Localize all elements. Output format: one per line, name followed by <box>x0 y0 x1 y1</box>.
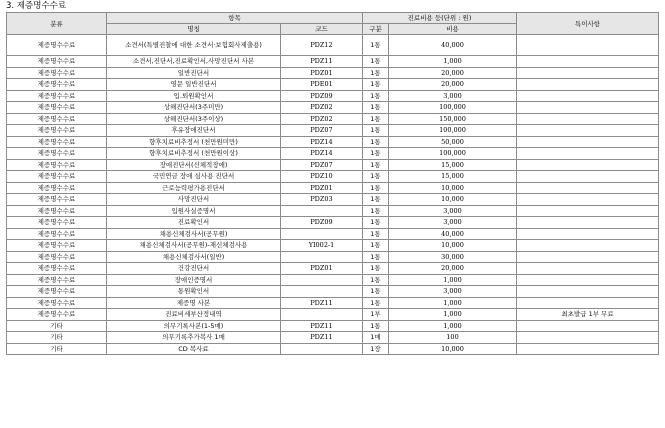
cell-category: 제증명수수료 <box>7 148 107 160</box>
table-row <box>7 194 659 206</box>
cell-note <box>517 286 659 298</box>
cell-code: YI002-1 <box>281 240 363 252</box>
cell-category: 제증명수수료 <box>7 125 107 137</box>
cell-price: 10,000 <box>389 343 517 355</box>
cell-category: 제증명수수료 <box>7 205 107 217</box>
table-row <box>7 343 659 355</box>
cell-price: 20,000 <box>389 67 517 79</box>
table-row <box>7 79 659 91</box>
cell-name: 의무기록사본(1-5매) <box>107 320 281 332</box>
table-row <box>7 102 659 114</box>
cell-name: 의무기록추가복사 1매 <box>107 332 281 344</box>
cell-category: 제증명수수료 <box>7 182 107 194</box>
cell-price: 40,000 <box>389 35 517 56</box>
cell-unit: 1통 <box>363 217 389 229</box>
cell-category: 기타 <box>7 343 107 355</box>
cell-category: 제증명수수료 <box>7 79 107 91</box>
cell-name: 소견서(특별진찰에 대한 소견서·보험회사제출용) <box>107 35 281 56</box>
cell-price: 15,000 <box>389 171 517 183</box>
cell-code <box>281 274 363 286</box>
cell-note <box>517 332 659 344</box>
table-row <box>7 240 659 252</box>
cell-code <box>281 251 363 263</box>
cell-unit: 1통 <box>363 136 389 148</box>
header-note: 특이사항 <box>517 13 659 35</box>
table-row <box>7 297 659 309</box>
cell-note <box>517 182 659 194</box>
cell-note <box>517 171 659 183</box>
cell-unit: 1통 <box>363 171 389 183</box>
cell-price: 100 <box>389 332 517 344</box>
cell-category: 제증명수수료 <box>7 56 107 68</box>
cell-code: PDZ14 <box>281 136 363 148</box>
table-row <box>7 90 659 102</box>
cell-price: 20,000 <box>389 79 517 91</box>
cell-unit: 1통 <box>363 274 389 286</box>
cell-name: 입원사실증명서 <box>107 205 281 217</box>
cell-price: 50,000 <box>389 136 517 148</box>
cell-name: 통원확인서 <box>107 286 281 298</box>
header-item-group: 항목 <box>107 13 363 24</box>
cell-code: PDZ02 <box>281 113 363 125</box>
cell-unit: 1통 <box>363 240 389 252</box>
cell-unit: 1통 <box>363 159 389 171</box>
cell-code: PDZ11 <box>281 320 363 332</box>
cell-price: 1,000 <box>389 56 517 68</box>
cell-unit: 1통 <box>363 148 389 160</box>
cell-code: PDZ01 <box>281 67 363 79</box>
cell-category: 제증명수수료 <box>7 90 107 102</box>
cell-name: 영문 일반진단서 <box>107 79 281 91</box>
cell-note <box>517 274 659 286</box>
table-row <box>7 125 659 137</box>
cell-unit: 1통 <box>363 228 389 240</box>
cell-code: PDZ07 <box>281 125 363 137</box>
cell-category: 제증명수수료 <box>7 171 107 183</box>
header-code: 코드 <box>281 24 363 35</box>
cell-unit: 1통 <box>363 56 389 68</box>
cell-code <box>281 205 363 217</box>
cell-code: PDZ01 <box>281 182 363 194</box>
cell-code: PDZ11 <box>281 297 363 309</box>
table-row <box>7 309 659 321</box>
cell-note <box>517 136 659 148</box>
cell-code: PDZ03 <box>281 194 363 206</box>
table-row <box>7 228 659 240</box>
cell-note <box>517 228 659 240</box>
table-row <box>7 263 659 275</box>
cell-category: 제증명수수료 <box>7 217 107 229</box>
cell-category: 제증명수수료 <box>7 194 107 206</box>
cell-code: PDZ11 <box>281 56 363 68</box>
cell-note <box>517 102 659 114</box>
cell-name: 사망진단서 <box>107 194 281 206</box>
cell-unit: 1통 <box>363 194 389 206</box>
cell-name: 장애인증명서 <box>107 274 281 286</box>
cell-note <box>517 320 659 332</box>
cell-name: CD 복사료 <box>107 343 281 355</box>
cell-category: 제증명수수료 <box>7 309 107 321</box>
table-row <box>7 251 659 263</box>
cell-name: 채용신체검사서(공무원) <box>107 228 281 240</box>
table-row <box>7 148 659 160</box>
cell-unit: 1통 <box>363 205 389 217</box>
cell-name: 제증명 사본 <box>107 297 281 309</box>
cell-name: 일반진단서 <box>107 67 281 79</box>
cell-name: 진료비세부산정내역 <box>107 309 281 321</box>
cell-note <box>517 125 659 137</box>
cell-code: PDZ01 <box>281 263 363 275</box>
cell-note <box>517 90 659 102</box>
cell-code: PDZ12 <box>281 35 363 56</box>
cell-price: 30,000 <box>389 251 517 263</box>
cell-note <box>517 217 659 229</box>
cell-note <box>517 194 659 206</box>
cell-code: PDE01 <box>281 79 363 91</box>
cell-note <box>517 35 659 56</box>
cell-name: 채용신체검사서(공무원)-재신체검사용 <box>107 240 281 252</box>
table-row <box>7 159 659 171</box>
cell-unit: 1통 <box>363 286 389 298</box>
cell-note <box>517 159 659 171</box>
cell-name: 근로능력평가용진단서 <box>107 182 281 194</box>
cell-unit: 1통 <box>363 79 389 91</box>
table-row <box>7 320 659 332</box>
cell-price: 150,000 <box>389 113 517 125</box>
cell-code <box>281 309 363 321</box>
cell-price: 3,000 <box>389 205 517 217</box>
cell-unit: 1통 <box>363 297 389 309</box>
cell-category: 제증명수수료 <box>7 67 107 79</box>
cell-unit: 1통 <box>363 251 389 263</box>
cell-price: 10,000 <box>389 194 517 206</box>
cell-price: 100,000 <box>389 125 517 137</box>
section-title: 3. 제증명수수료 <box>6 1 67 11</box>
table-row <box>7 171 659 183</box>
cell-price: 100,000 <box>389 102 517 114</box>
cell-unit: 1통 <box>363 320 389 332</box>
table-row <box>7 56 659 68</box>
table-row <box>7 67 659 79</box>
header-name: 명칭 <box>107 24 281 35</box>
cell-category: 제증명수수료 <box>7 159 107 171</box>
cell-name: 상해진단서(3주이상) <box>107 113 281 125</box>
cell-note <box>517 251 659 263</box>
cell-category: 제증명수수료 <box>7 286 107 298</box>
cell-price: 10,000 <box>389 240 517 252</box>
cell-unit: 1통 <box>363 182 389 194</box>
cell-code <box>281 343 363 355</box>
header-category: 분류 <box>7 13 107 35</box>
fee-table <box>6 12 659 355</box>
header-price: 비용 <box>389 24 517 35</box>
cell-price: 40,000 <box>389 228 517 240</box>
cell-name: 입.퇴원확인서 <box>107 90 281 102</box>
cell-note <box>517 343 659 355</box>
cell-price: 20,000 <box>389 263 517 275</box>
cell-unit: 1통 <box>363 90 389 102</box>
cell-price: 1,000 <box>389 309 517 321</box>
cell-note <box>517 263 659 275</box>
cell-price: 1,000 <box>389 274 517 286</box>
cell-category: 제증명수수료 <box>7 240 107 252</box>
cell-category: 제증명수수료 <box>7 228 107 240</box>
cell-name: 소견서,진단서,진료확인서,사망진단서 사본 <box>107 56 281 68</box>
cell-unit: 1통 <box>363 263 389 275</box>
cell-category: 기타 <box>7 320 107 332</box>
cell-unit: 1통 <box>363 113 389 125</box>
cell-name: 후유장애진단서 <box>107 125 281 137</box>
cell-note <box>517 113 659 125</box>
cell-code: PDZ09 <box>281 217 363 229</box>
cell-category: 제증명수수료 <box>7 102 107 114</box>
header-unit: 구분 <box>363 24 389 35</box>
cell-category: 제증명수수료 <box>7 263 107 275</box>
cell-category: 기타 <box>7 332 107 344</box>
cell-note: 최초발급 1부 무료 <box>517 309 659 321</box>
cell-unit: 1장 <box>363 343 389 355</box>
cell-price: 100,000 <box>389 148 517 160</box>
table-row <box>7 274 659 286</box>
cell-code: PDZ11 <box>281 332 363 344</box>
cell-note <box>517 205 659 217</box>
cell-unit: 1통 <box>363 125 389 137</box>
cell-price: 3,000 <box>389 286 517 298</box>
cell-name: 향후치료비추정서 (천만원미만) <box>107 136 281 148</box>
cell-note <box>517 56 659 68</box>
cell-unit: 1부 <box>363 309 389 321</box>
table-row <box>7 286 659 298</box>
cell-price: 3,000 <box>389 90 517 102</box>
cell-price: 3,000 <box>389 217 517 229</box>
cell-note <box>517 240 659 252</box>
table-row <box>7 182 659 194</box>
cell-code: PDZ14 <box>281 148 363 160</box>
cell-code: PDZ02 <box>281 102 363 114</box>
cell-price: 15,000 <box>389 159 517 171</box>
cell-category: 제증명수수료 <box>7 297 107 309</box>
fee-table-body <box>7 35 659 355</box>
cell-category: 제증명수수료 <box>7 251 107 263</box>
cell-code: PDZ10 <box>281 171 363 183</box>
cell-name: 진료확인서 <box>107 217 281 229</box>
cell-category: 제증명수수료 <box>7 274 107 286</box>
cell-code: PDZ07 <box>281 159 363 171</box>
cell-code: PDZ09 <box>281 90 363 102</box>
table-row <box>7 113 659 125</box>
cell-name: 국민연금 장애 심사용 진단서 <box>107 171 281 183</box>
cell-price: 10,000 <box>389 182 517 194</box>
cell-unit: 1통 <box>363 67 389 79</box>
cell-unit: 1매 <box>363 332 389 344</box>
cell-unit: 1통 <box>363 35 389 56</box>
table-row <box>7 35 659 56</box>
table-row <box>7 136 659 148</box>
cell-price: 1,000 <box>389 320 517 332</box>
table-row <box>7 205 659 217</box>
cell-name: 상해진단서(3주미만) <box>107 102 281 114</box>
cell-category: 제증명수수료 <box>7 35 107 56</box>
cell-category: 제증명수수료 <box>7 136 107 148</box>
cell-note <box>517 297 659 309</box>
cell-name: 장애진단서(신체적장애) <box>107 159 281 171</box>
cell-name: 채용신체검사서(일반) <box>107 251 281 263</box>
cell-name: 향후치료비추정서 (천만원이상) <box>107 148 281 160</box>
cell-code <box>281 228 363 240</box>
cell-category: 제증명수수료 <box>7 113 107 125</box>
cell-note <box>517 67 659 79</box>
cell-name: 건강진단서 <box>107 263 281 275</box>
cell-code <box>281 286 363 298</box>
cell-price: 1,000 <box>389 297 517 309</box>
cell-note <box>517 148 659 160</box>
cell-note <box>517 79 659 91</box>
header-fee-group: 진료비용 등(단위 : 원) <box>363 13 517 24</box>
cell-unit: 1통 <box>363 102 389 114</box>
table-row <box>7 217 659 229</box>
table-row <box>7 332 659 344</box>
